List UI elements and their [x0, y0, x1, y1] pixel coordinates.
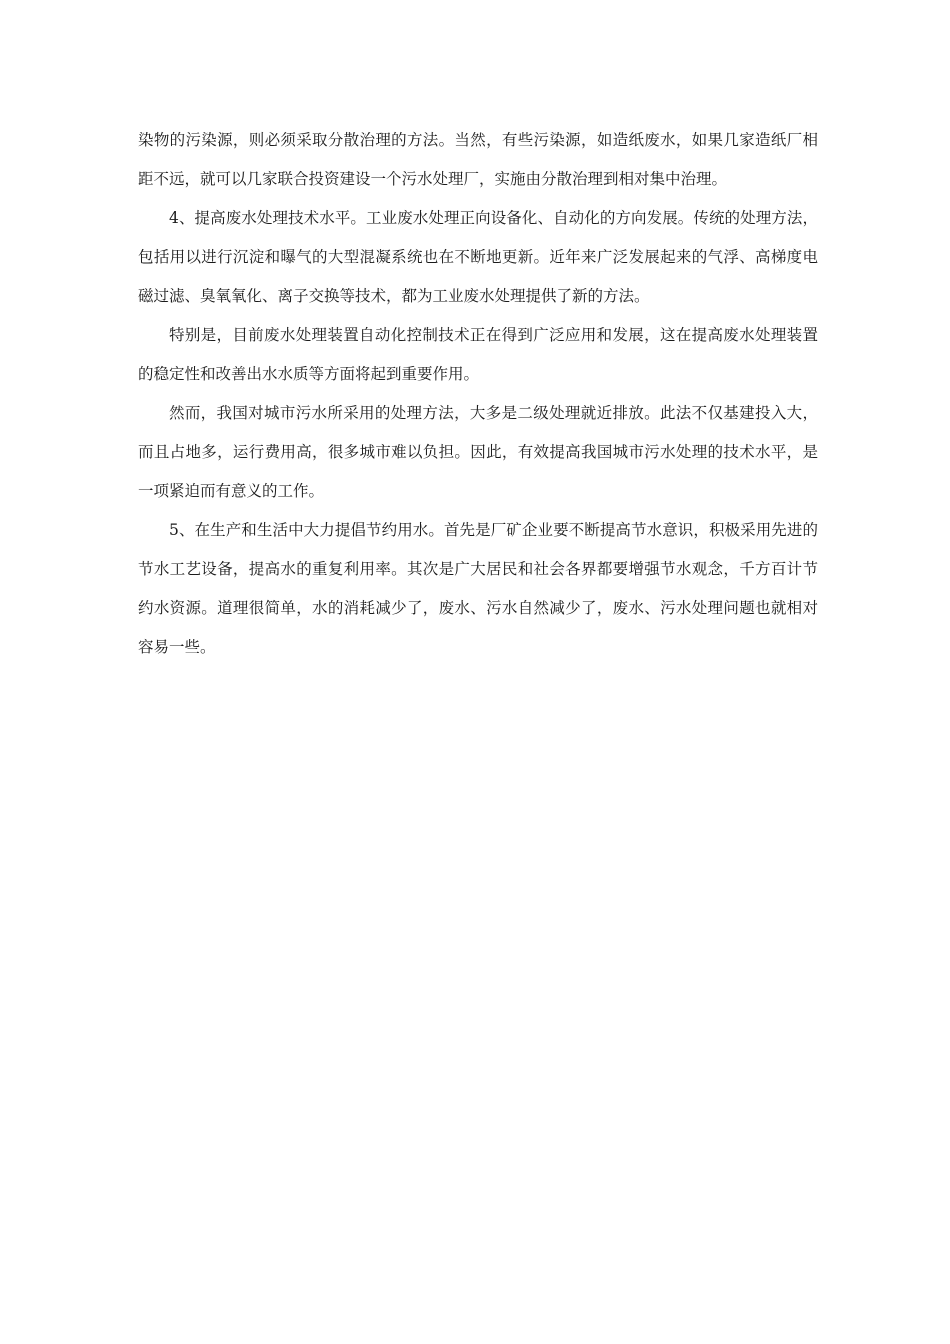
- paragraph-item-5: 5、在生产和生活中大力提倡节约用水。首先是厂矿企业要不断提高节水意识，积极采用先进的节水工艺设备，提高水的重复利用率。其次是广大居民和社会各界都要增强节水观念，千方百计节约水资源。道理很简单，水的消耗减少了，废水、污水自然减少了，废水、污水处理问题也就相对容易一些。: [138, 521, 818, 656]
- paragraph-automation: 特别是，目前废水处理装置自动化控制技术正在得到广泛应用和发展，这在提高废水处理装置的稳定性和改善出水水质等方面将起到重要作用。: [138, 326, 818, 383]
- paragraph-urban-sewage: 然而，我国对城市污水所采用的处理方法，大多是二级处理就近排放。此法不仅基建投入大，而且占地多，运行费用高，很多城市难以负担。因此，有效提高我国城市污水处理的技术水平，是一项紧迫而有意义的工作。: [138, 404, 818, 500]
- paragraph-continued: 染物的污染源，则必须采取分散治理的方法。当然，有些污染源，如造纸废水，如果几家造纸厂相距不远，就可以几家联合投资建设一个污水处理厂，实施由分散治理到相对集中治理。: [138, 131, 818, 188]
- document-body: [138, 121, 818, 667]
- paragraph-item-4: 4、提高废水处理技术水平。工业废水处理正向设备化、自动化的方向发展。传统的处理方法，包括用以进行沉淀和曝气的大型混凝系统也在不断地更新。近年来广泛发展起来的气浮、高梯度电磁过滤、臭氧氧化、离子交换等技术，都为工业废水处理提供了新的方法。: [138, 209, 818, 305]
